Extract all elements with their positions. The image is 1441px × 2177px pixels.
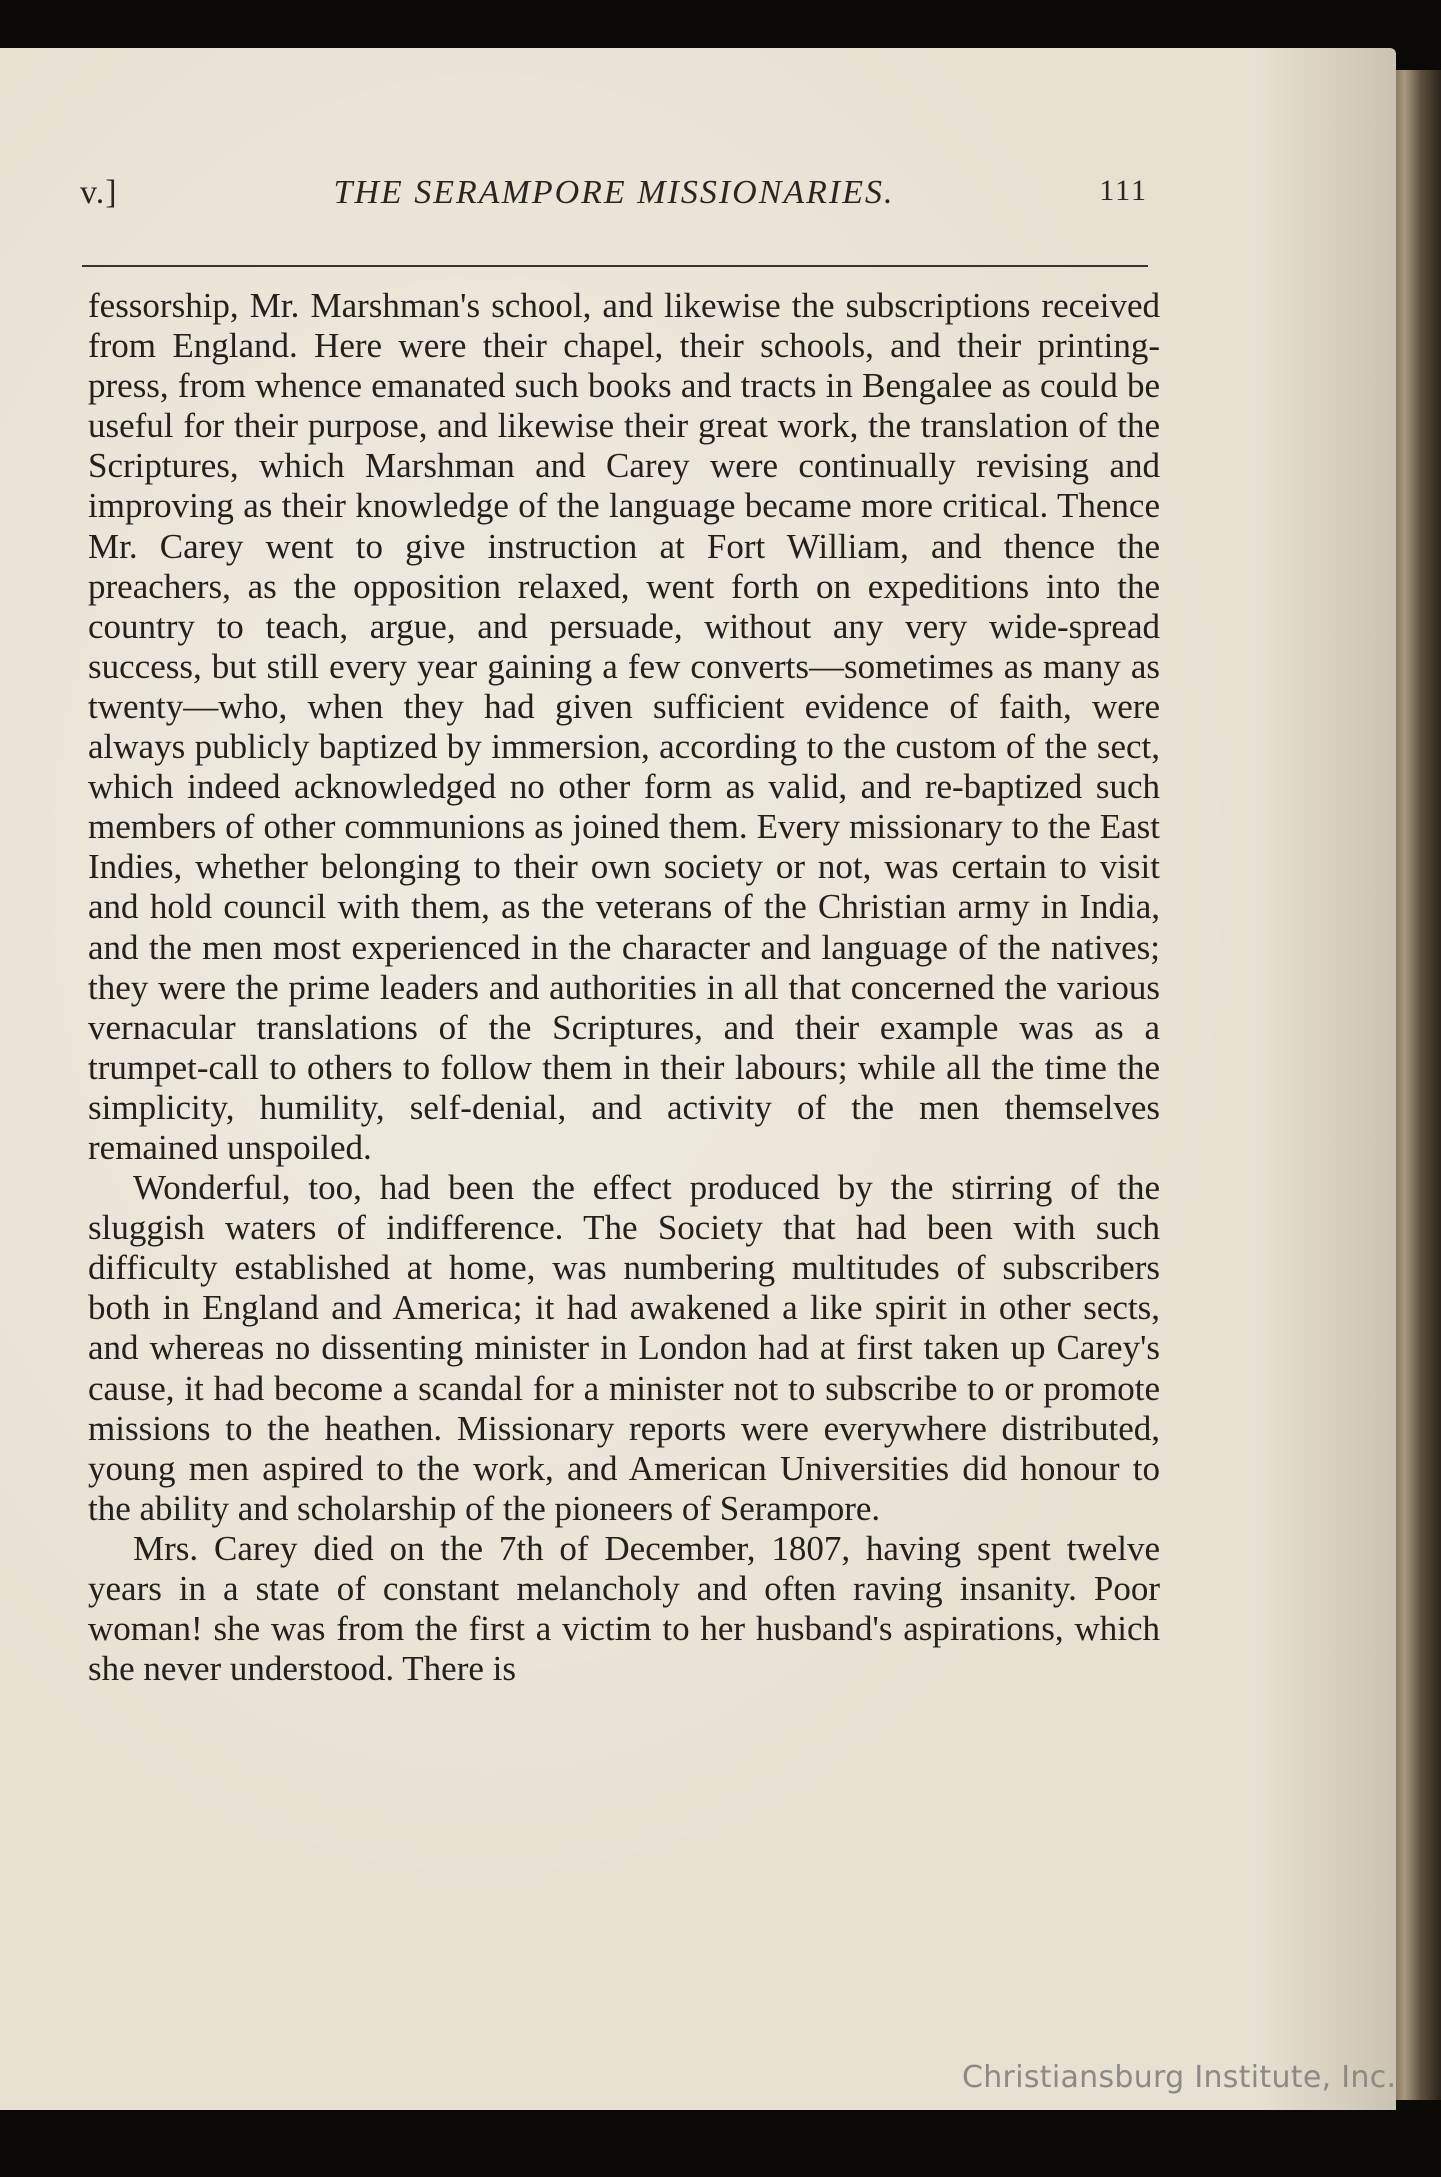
running-title: THE SERAMPORE MISSIONARIES. xyxy=(333,174,895,211)
paragraph: fessorship, Mr. Marshman's school, and likewise the subscriptions received from England. Here were their chapel, their schools, and their printing-press, from whence emanated such books and tracts in Bengalee as could be useful for their purpose, and likewise their great work, the translation of the Scriptures, which Marshman and Carey were continually revising and improving as their knowledge of the language became more critical. Thence Mr. Carey went to give instruction at Fort William, and thence the preachers, as the opposition relaxed, went forth on expeditions into the country to teach, argue, and persuade, without any very wide-spread success, but still every year gaining a few converts—sometimes as many as twenty—who, when they had given sufficient evidence of faith, were always publicly baptized by immersion, according to the custom of the sect, which indeed acknowledged no other form as valid, and re-baptized such members of other communions as joined them. Every missionary to the East Indies, whether belonging to their own society or not, was certain to visit and hold council with them, as the veterans of the Christian army in India, and the men most experienced in the character and language of the natives; they were the prime leaders and authorities in all that concerned the various vernacular translations of the Scriptures, and their example was as a trumpet-call to others to follow them in their labours; while all the time the simplicity, humility, self-denial, and activity of the men themselves remained unspoiled. xyxy=(88,286,1160,1167)
body-text xyxy=(88,286,1160,1689)
watermark: Christiansburg Institute, Inc. xyxy=(962,2060,1397,2095)
header-rule xyxy=(82,265,1148,267)
paragraph: Wonderful, too, had been the effect produced by the stirring of the sluggish waters of indifference. The Society that had been with such difficulty established at home, was numbering multitudes of subscribers both in England and America; it had awakened a like spirit in other sects, and whereas no dissenting minister in London had at first taken up Carey's cause, it had become a scandal for a minister not to subscribe to or promote missions to the heathen. Missionary reports were everywhere distributed, young men aspired to the work, and American Universities did honour to the ability and scholarship of the pioneers of Serampore. xyxy=(88,1168,1160,1528)
page-number: 111 xyxy=(1099,174,1148,207)
paragraph: Mrs. Carey died on the 7th of December, 1807, having spent twelve years in a state of constant melancholy and often raving insanity. Poor woman! she was from the first a victim to her husband's aspirations, which she never understood. There is xyxy=(88,1528,1160,1689)
running-head xyxy=(80,174,1148,228)
chapter-label: v.] xyxy=(80,174,118,211)
